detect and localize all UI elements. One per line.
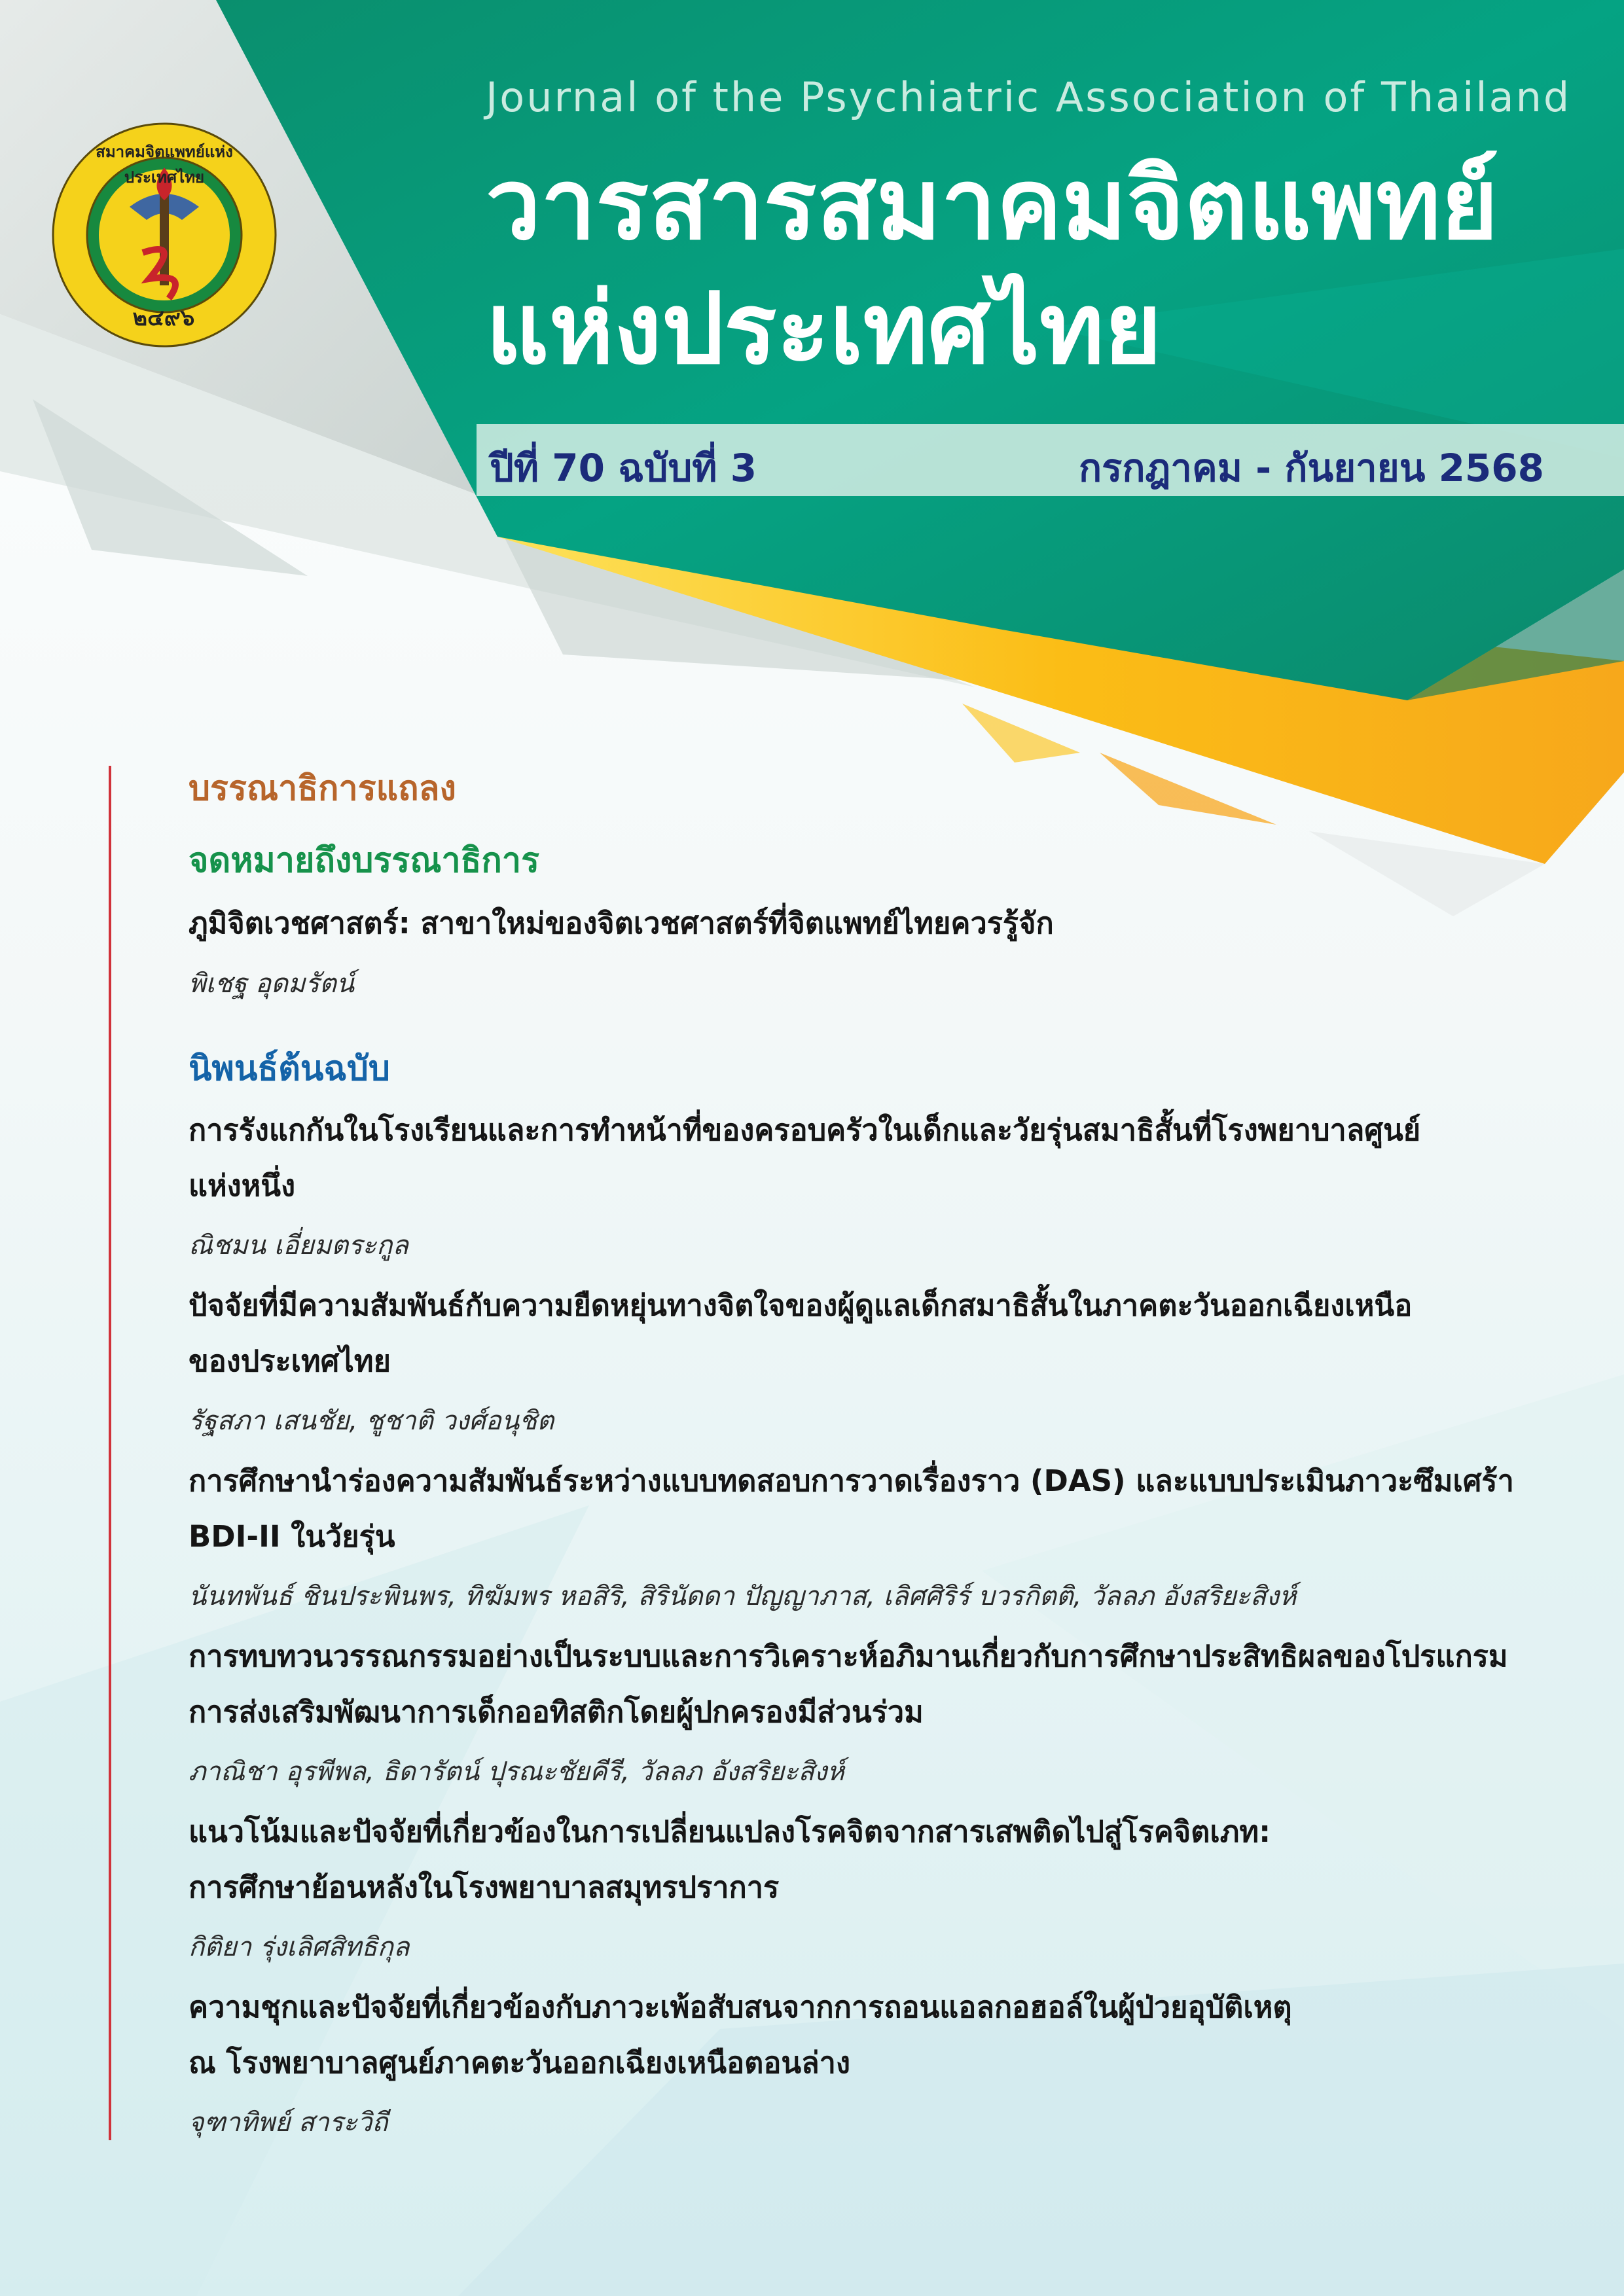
journal-english-name: Journal of the Psychiatric Association of Thailand bbox=[486, 73, 1572, 121]
article-4-title-line1: การทบทวนวรรณกรรมอย่างเป็นระบบและการวิเคราะห์อภิมานเกี่ยวกับการศึกษาประสิทธิผลของโปรแกรม bbox=[189, 1639, 1508, 1674]
section-editorial: บรรณาธิการแถลง bbox=[189, 769, 456, 808]
article-2-authors: รัฐสภา เสนชัย, ชูชาติ วงศ์อนุชิต bbox=[189, 1406, 554, 1436]
section-letters: จดหมายถึงบรรณาธิการ bbox=[189, 841, 539, 880]
article-5-title-line2: การศึกษาย้อนหลังในโรงพยาบาลสมุทรปราการ bbox=[189, 1870, 780, 1905]
logo-year: ๒๔๙๖ bbox=[132, 305, 195, 331]
toc-vertical-rule bbox=[109, 766, 111, 2140]
article-5-title-line1: แนวโน้มและปัจจัยที่เกี่ยวข้องในการเปลี่ยนแปลงโรคจิตจากสารเสพติดไปสู่โรคจิตเภท: bbox=[189, 1814, 1271, 1849]
article-3-title-line2: BDI-II ในวัยรุ่น bbox=[189, 1519, 395, 1554]
article-1-title-line1: การรังแกกันในโรงเรียนและการทำหน้าที่ของครอบครัวในเด็กและวัยรุ่นสมาธิสั้นที่โรงพยาบาลศูนย์ bbox=[189, 1113, 1421, 1147]
section-original-articles: นิพนธ์ต้นฉบับ bbox=[189, 1049, 390, 1088]
article-3-authors: นันทพันธ์ ชินประพินพร, ทิฆัมพร หอสิริ, สิรินัดดา ปัญญาภาส, เลิศศิริร์ บวรกิตติ, วัลลภ อังสริยะสิงห์ bbox=[189, 1581, 1297, 1611]
article-3-title-line1: การศึกษานำร่องความสัมพันธ์ระหว่างแบบทดสอบการวาดเรื่องราว (DAS) และแบบประเมินภาวะซึมเศร้า bbox=[189, 1463, 1514, 1498]
article-6-title-line1: ความชุกและปัจจัยที่เกี่ยวข้องกับภาวะเพ้อสับสนจากการถอนแอลกอฮอล์ในผู้ป่วยอุบัติเหตุ bbox=[189, 1990, 1292, 2024]
logo-ring-text: สมาคมจิตแพทย์แห่งประเทศไทย bbox=[96, 143, 233, 187]
issue-period: กรกฎาคม - กันยายน 2568 bbox=[1079, 446, 1544, 490]
journal-thai-title-line2: แห่งประเทศไทย bbox=[486, 272, 1162, 386]
article-4-authors: ภาณิชา อุรพีพล, ธิดารัตน์ ปุรณะชัยคีรี, วัลลภ อังสริยะสิงห์ bbox=[189, 1757, 844, 1787]
article-2-title-line1: ปัจจัยที่มีความสัมพันธ์กับความยืดหยุ่นทางจิตใจของผู้ดูแลเด็กสมาธิสั้นในภาคตะวันออกเฉียงเหนือ bbox=[189, 1288, 1413, 1323]
issue-number: ปีที่ 70 ฉบับที่ 3 bbox=[490, 446, 757, 490]
article-1-authors: ณิชมน เอี่ยมตระกูล bbox=[189, 1230, 408, 1261]
journal-thai-title-line1: วารสารสมาคมจิตแพทย์ bbox=[486, 148, 1498, 262]
article-2-title-line2: ของประเทศไทย bbox=[189, 1344, 391, 1378]
letter-article-author: พิเชฐ อุดมรัตน์ bbox=[189, 969, 355, 999]
article-1-title-line2: แห่งหนึ่ง bbox=[189, 1168, 296, 1203]
article-6-title-line2: ณ โรงพยาบาลศูนย์ภาคตะวันออกเฉียงเหนือตอนล่าง bbox=[189, 2045, 850, 2080]
article-4-title-line2: การส่งเสริมพัฒนาการเด็กออทิสติกโดยผู้ปกครองมีส่วนร่วม bbox=[189, 1695, 924, 1729]
article-5-authors: กิติยา รุ่งเลิศสิทธิกุล bbox=[189, 1932, 410, 1962]
letter-article-title: ภูมิจิตเวชศาสตร์: สาขาใหม่ของจิตเวชศาสตร์ที่จิตแพทย์ไทยควรรู้จัก bbox=[189, 906, 1054, 941]
article-6-authors: จุฑาทิพย์ สาระวิถี bbox=[189, 2108, 388, 2138]
